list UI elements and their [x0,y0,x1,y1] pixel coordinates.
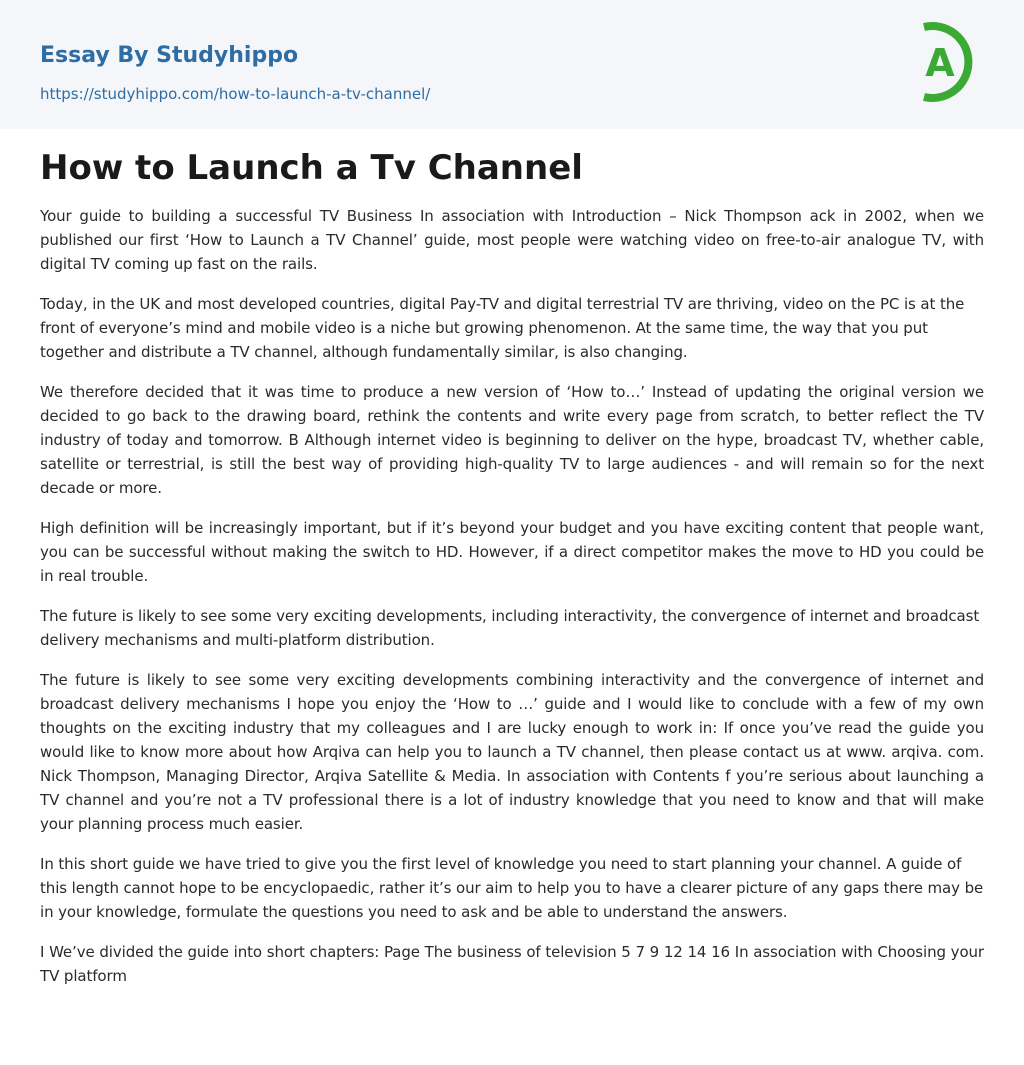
source-url-link[interactable]: https://studyhippo.com/how-to-launch-a-tv-channel/ [40,85,431,103]
paragraph: High definition will be increasingly important, but if it’s beyond your budget and you have exciting content that people want, you can be successful without making the switch to HD. However, if a direct competitor makes the move to HD you could be in real trouble. [40,519,984,585]
paragraph: I We’ve divided the guide into short chapters: Page The business of television 5 7 9 12 14 16 In association with Choosing your TV platform [40,943,984,985]
paragraph: Your guide to building a successful TV Business In association with Introduction – Nick Thompson ack in 2002, when we published our first ‘How to Launch a TV Channel’ guide, most people were watching video on free-to-air analogue TV, with digital TV coming up fast on the rails. [40,207,984,273]
page-title: How to Launch a Tv Channel [40,148,583,188]
site-header [0,0,1024,129]
paragraph: Today, in the UK and most developed countries, digital Pay-TV and digital terrestrial TV are thriving, video on the PC is at the front of everyone’s mind and mobile video is a niche but growing phenomenon. At the same time, the way that you put together and distribute a TV channel, although fundamentally similar, is also changing. [40,295,965,361]
studyhippo-logo-icon[interactable] [912,18,988,106]
paragraph: We therefore decided that it was time to produce a new version of ‘How to…’ Instead of updating the original version we decided to go back to the drawing board, rethink the contents and write every page from scratch, to better reflect the TV industry of today and tomorrow. B Although internet video is beginning to deliver on the hype, broadcast TV, whether cable, satellite or terrestrial, is still the best way of providing high-quality TV to large audiences - and will remain so for the next decade or more. [40,383,984,497]
paragraph: In this short guide we have tried to give you the first level of knowledge you need to start planning your channel. A guide of this length cannot hope to be encyclopaedic, rather it’s our aim to help you to have a clearer picture of any gaps there may be in your knowledge, formulate the questions you need to ask and be able to understand the answers. [40,855,984,921]
logo-letter: A [925,41,955,85]
paragraph: The future is likely to see some very exciting developments, including interactivity, the convergence of internet and broadcast delivery mechanisms and multi-platform distribution. [40,607,980,649]
paragraph: The future is likely to see some very exciting developments combining interactivity and the convergence of internet and broadcast delivery mechanisms I hope you enjoy the ‘How to …’ guide and I would like to conclude with a few of my own thoughts on the exciting industry that my colleagues and I are lucky enough to work in: If once you’ve read the guide you would like to know more about how Arqiva can help you to launch a TV channel, then please contact us at www. arqiva. com. Nick Thompson, Managing Director, Arqiva Satellite & Media. In association with Contents f you’re serious about launching a TV channel and you’re not a TV professional there is a lot of industry knowledge that you need to know and that will make your planning process much easier. [40,671,984,833]
brand-title[interactable]: Essay By Studyhippo [40,43,299,68]
article-body [0,146,1024,988]
